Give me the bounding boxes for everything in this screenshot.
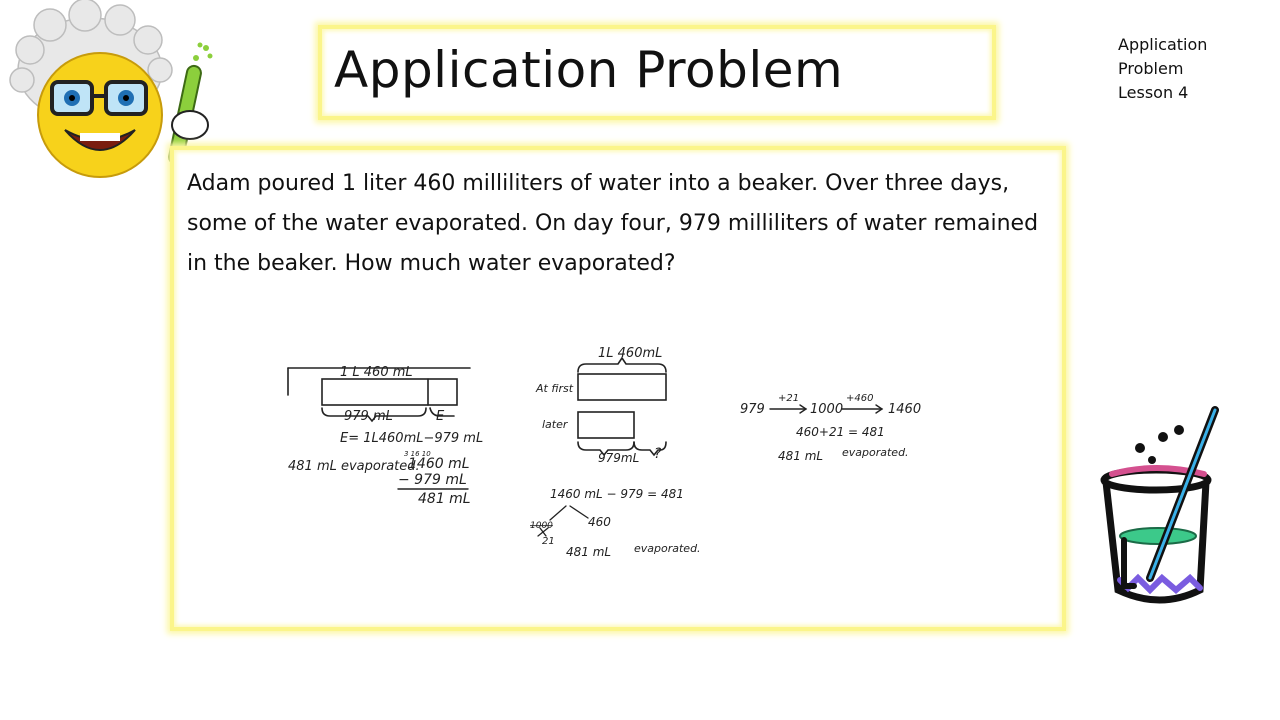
tape2-top-label: 1L 460mL: [598, 346, 663, 361]
nl-step2: +460: [846, 393, 874, 404]
nl-mid: 1000: [810, 402, 844, 417]
bond-answer2: evaporated.: [634, 542, 701, 555]
tape1-sub-bot: 481 mL: [418, 491, 471, 507]
nl-answer1: 481 mL: [778, 449, 824, 463]
slide-title: Application Problem: [334, 41, 844, 99]
tape1-regroup: 3 16 10: [404, 450, 431, 458]
bond-part3: 21: [542, 536, 555, 547]
tape2-label-later: later: [542, 418, 568, 431]
nl-end: 1460: [888, 402, 922, 417]
bond-equation: 1460 mL − 979 = 481: [550, 487, 684, 501]
tape1-left-label: 979 mL: [344, 409, 393, 424]
bond-part1: 1000: [530, 521, 553, 531]
tape1-answer: 481 mL evaporated.: [288, 459, 420, 474]
tape1-sub-mid: − 979 mL: [398, 472, 467, 488]
lesson-label-line: Lesson 4: [1118, 83, 1189, 102]
tape1-equation: E= 1L460mL−979 mL: [340, 431, 484, 446]
tape2-below-label: 979mL: [598, 451, 640, 465]
tape-diagram-2: [578, 358, 666, 455]
tape1-top-label: 1 L 460 mL: [340, 365, 413, 380]
nl-start: 979: [740, 402, 765, 417]
lesson-label-line: Problem: [1118, 59, 1184, 78]
lesson-label-line: Application: [1118, 35, 1208, 54]
tape2-label-first: At first: [536, 382, 574, 395]
nl-answer2: evaporated.: [842, 446, 909, 459]
nl-sum: 460+21 = 481: [796, 425, 885, 439]
bond-answer1: 481 mL: [566, 545, 612, 559]
beaker-icon: [1104, 410, 1215, 600]
tape1-sub-top: 1460 mL: [408, 456, 470, 472]
tape1-right-label: E: [436, 409, 445, 424]
tape2-question: ?: [654, 446, 662, 462]
nl-step1: +21: [778, 393, 800, 404]
bond-part2: 460: [588, 515, 611, 529]
problem-text: Adam poured 1 liter 460 milliliters of water into a beaker. Over three days, some of the water evaporated. On day four, 979 milliliters of water remained in the beaker. How much water evaporated?: [187, 171, 1039, 276]
